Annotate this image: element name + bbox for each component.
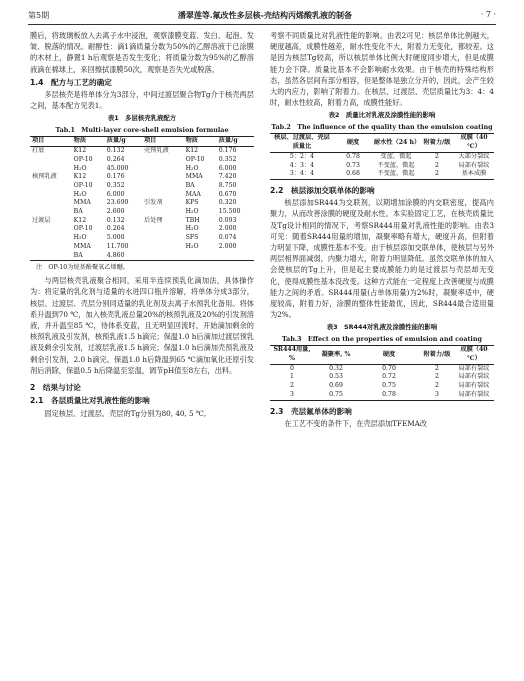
table-cell: 2 [435,161,439,169]
table-cell: 2 [435,373,439,381]
table-cell: MMA [73,242,91,250]
table-cell: 2 [435,152,439,160]
table-cell: 4：3：4 [289,161,315,169]
table1 [30,136,254,261]
table-cell: K12 [73,216,87,224]
table-row [270,382,494,391]
table-cell: 2.600 [106,208,125,216]
table-cell: 3 [290,390,294,398]
table-cell: 0.264 [106,225,125,233]
table-cell: 0.176 [218,147,237,155]
table-row [270,170,494,179]
table-cell: 0.264 [106,155,125,163]
paragraph: 考察不同质量比对乳液性能的影响。由表2可见：核层单体比例越大，硬度越高，成膜性越差，耐水性变化不大，附着力无变化，都较差。这是因为核层Tg较高，所以核层单体比例大时硬度同步增大，但是成膜能力会下降。质量比基本不会影响耐水效果。由于核壳的特殊结构形态，虽然各层间有部分相容，但是整体是独立分开的，因此，会产生较大的内应力，影响了附着力。在核层、过渡层、壳层质量比为3：4：4时，耐水性较高，附着力高，成膜性能好。 [270,31,494,108]
page-number: · 7 · [480,10,496,19]
table-cell: 局部有裂纹 [458,364,490,372]
table-cell: 局部有裂纹 [458,390,490,398]
table-row [30,252,254,261]
table2-body [270,152,494,179]
table-cell [142,243,184,252]
table-cell: 2.000 [218,225,237,233]
table-row [30,191,254,200]
table-cell: OP-10 [73,181,93,189]
table-cell: 0.32 [329,364,343,372]
table2-caption-cn: 表2 质量比对乳液及涂膜性能的影响 [328,111,436,120]
paragraph: 固定核层、过渡层、壳层的Tg分别为80, 40, 5 ℃, [44,408,207,418]
table-cell: 0 [290,364,294,372]
table-cell [142,225,184,234]
table3-caption-en: Tab.3 Effect on the properties of emulsion and coating [282,335,482,344]
table-cell: 0.72 [382,373,396,381]
table-cell: OP-10 [73,225,93,233]
table-cell [142,165,184,174]
table-row [30,225,254,234]
table-cell: MAA [185,190,201,198]
table-cell: 2.000 [218,242,237,250]
table-cell: 5.000 [106,234,125,242]
table-cell: 6.000 [218,164,237,172]
issue-number: 第5期 [28,11,50,20]
table-header: 成膜（40 ℃） [460,346,488,363]
table-cell: H₂O [73,234,87,242]
running-title: 潘翠莲等.氟改性多层核-壳结构丙烯酸乳液的制备 [177,10,352,20]
paragraph: 与两层核壳乳液聚合相同，采用半连续预乳化滴加法，具体操作为：将定量的乳化剂与适量的水进四口瓶并溶解，将单体分成3部分，核层、过渡层、壳层分别同适量的乳化剂及去离子水预乳化备用。将体系升温到70 ℃，加入核壳乳液总量20%的核预乳液及20%的引发剂溶液，并升温至85 ℃，待体系变蓝，且无明显回流时，开始滴加剩余的核预乳液及引发剂，核预乳液1.5 h滴完；保温1.0 h后滴加过渡层预乳液及剩余引发剂，过渡层乳液1.5 h滴完；保温1.0 h后滴加壳预乳液及剩余引发剂，2.0 h滴完。保温1.0 h后降温到65 ℃滴加氧化还原引发剂后消除，保温0.5 h后降温至室温，调节pH值至8左右，出料。 [30,276,254,375]
table1-body [30,147,254,261]
table-header: 项目 [143,137,157,145]
table-cell: OP-10 [185,155,205,163]
table-cell: SFS [185,234,199,242]
table-row [270,373,494,382]
paragraph: 多层核壳是将单体分为3部分，中间过渡层聚合物Tg介于核壳两层之间，基本配方见表1。 [30,90,254,111]
table-cell: 过渡层 [32,216,51,224]
table-cell: 局部有裂纹 [458,382,490,390]
table-cell [217,252,254,261]
table-cell: 局部有裂纹 [458,161,490,169]
table-cell [142,182,184,191]
table-cell [184,252,217,261]
table-cell: 5：2：4 [289,152,315,160]
table-cell: K12 [73,147,87,155]
table-cell: 15.500 [218,208,241,216]
table-cell: 3 [435,390,439,398]
table-row [30,234,254,243]
table-header: 核层、过渡层、壳层质量比 [274,134,330,151]
table-cell: KPS [185,199,199,207]
table-cell: 不变蓝，微起 [377,170,415,178]
table2 [270,133,494,180]
table-cell: 0.68 [346,170,360,178]
table-cell: 大部分裂纹 [458,152,490,160]
table-cell: 11.700 [106,242,129,250]
table-row [30,147,254,156]
table3-body [270,364,494,400]
table1-caption-cn: 表1 多层核壳乳液配方 [107,114,177,123]
table-cell: 后处理 [143,216,163,224]
table-cell: 2 [435,170,439,178]
table-cell [142,156,184,165]
table-row [30,199,254,208]
table-cell: 0.132 [106,216,125,224]
section-heading: 2 结果与讨论 [30,383,81,393]
table-row [30,243,254,252]
table-cell: 45.000 [106,164,129,172]
table-cell: BA [73,208,83,216]
table-cell: 0.78 [346,152,360,160]
table-cell: 打底 [32,147,45,155]
table-header: 质量/g [218,137,238,145]
table-header: 硬度 [382,350,396,358]
table-row [270,391,494,400]
table-cell [30,208,72,217]
table-cell: K12 [73,173,87,181]
table-cell: H₂O [185,164,199,172]
table-cell [30,191,72,200]
table-cell: 0.69 [329,382,343,390]
table-row [30,182,254,191]
table-cell [142,173,184,182]
table3-caption-cn: 表3 SR444对乳液及涂膜性能的影响 [326,323,438,332]
table-row [30,173,254,182]
table-cell: 6.000 [106,190,125,198]
table-cell: OP-10 [73,155,93,163]
table-cell [142,208,184,217]
table-row [30,156,254,165]
table-cell: 0.75 [382,382,396,390]
table-cell: 0.352 [218,155,237,163]
table-header: 物质 [73,137,87,145]
table-cell: MMA [73,199,91,207]
section-heading: 2.2 核层添加交联单体的影响 [270,185,375,195]
table-cell: 2 [435,382,439,390]
table-header: 附着力/级 [423,138,451,146]
table-cell: BA [73,251,83,259]
table-cell: 23.690 [106,199,129,207]
table-cell: H₂O [185,208,199,216]
table-cell: 0.093 [218,216,237,224]
table-row [30,208,254,217]
table-cell: 8.750 [218,181,237,189]
table-cell: 1 [290,373,294,381]
paragraph: 膜后，将玻璃板放入去离子水中浸泡，观察漆膜变蓝、发白、起泡、发皱、脱落的情况。耐醇性：滴1滴质量分数为50%的乙醇溶液于已涂膜的木材上，静置1 h后观察是否发生变化；将质量分数为95%的乙醇溶液滴在棉球上，来回擦拭漆膜50次，观察是否失光或脱落。 [30,31,254,74]
table-cell: 不变蓝，微起 [377,161,415,169]
table-cell: 0.320 [218,199,237,207]
table-note: 注 OP-10为烷基酚聚氧乙烯醚。 [36,264,130,272]
section-heading: 2.3 壳层氟单体的影响 [270,406,352,416]
right-column [270,30,494,429]
table-cell: 0.75 [329,390,343,398]
table-row [30,217,254,226]
table-header: 凝聚率, % [321,350,351,358]
table-cell: 0.132 [106,147,125,155]
paragraph: 核层添加SR444为交联剂，以期增加涂膜的内交联密度，提高内聚力，从而改善涂膜的硬度及耐水性。本实验固定工艺，在核壳质量比及Tg设计相同的情况下，考察SR444用量对乳液性能的影响。由表3可见：随着SR444用量的增加，凝聚率略有增大，硬度升高，但附着力明显下降，成膜性基本不变。由于核层添加交联单体，使核层与另外两层相界面减弱，内聚力增大，附着力明显降低。虽然交联单体的加入会使核层的Tg上升，但是起主要成膜能力的是过渡层与壳层却无变化，使得成膜性基本没改变。这种方式能在一定程度上改善硬度与成膜能力之间的矛盾。SR444用量(占单体用量)为2%时，凝聚率适中，硬度较高，附着力好，涂膜的整体性能最优，因此，SR444最合适用量为2%。 [270,198,494,320]
table-cell: 0.70 [382,364,396,372]
table-cell: 局部有裂纹 [458,373,490,381]
running-header [28,10,496,25]
section-heading: 2.1 各层质量比对乳液性能的影响 [30,396,150,406]
table-cell [30,225,72,234]
table2-caption-en: Tab.2 The influence of the quality than the emulsion coating [271,123,493,132]
table-header: 耐水性（24 h） [374,138,421,146]
table-cell: 2 [290,382,294,390]
table-cell: 基本成膜 [461,170,487,178]
table-cell: H₂O [73,164,87,172]
table-cell: 变蓝，微起 [380,152,412,160]
table-cell [30,156,72,165]
table-cell: H₂O [185,242,199,250]
table-cell: H₂O [73,190,87,198]
table-cell [30,252,72,261]
table-header: 成膜（40 ℃） [460,134,488,151]
table-cell: H₂O [185,225,199,233]
table-header: 物质 [185,137,198,145]
table-cell [30,199,72,208]
table-cell: 0.78 [382,390,396,398]
table-cell: 0.176 [106,173,125,181]
table-cell: 0.074 [218,234,237,242]
table3 [270,345,494,400]
table-cell: K12 [185,147,199,155]
table-cell: 3：4：4 [289,170,315,178]
table-cell: 0.670 [218,190,237,198]
table-cell: 0.73 [346,161,360,169]
table-header: 硬度 [346,138,360,146]
table-cell: 壳预乳液 [143,147,169,155]
table1-caption-en: Tab.1 Multi-layer core-shell emulsion formulae [55,126,229,135]
table-cell: TBH [185,216,200,224]
table-cell [142,252,184,261]
table-header: 项目 [32,137,45,145]
table-cell: BA [185,181,195,189]
table-cell: 7.420 [218,173,237,181]
table-cell: 2 [435,364,439,372]
table-cell: 0.352 [106,181,125,189]
table-cell: 引发剂 [143,199,163,207]
table-header: SR444用量, % [273,346,311,363]
table-cell [30,234,72,243]
table-cell: MMA [185,173,203,181]
table-row [270,152,494,161]
left-column [30,30,254,419]
table-cell [30,243,72,252]
table-cell: 0.53 [329,373,343,381]
table-row [30,165,254,174]
table-header: 附着力/级 [423,350,451,358]
paragraph: 在工艺不变的条件下，在壳层添加TFEMA改 [284,418,427,428]
table-cell [30,165,72,174]
table-cell: 4.860 [106,251,125,259]
table-cell [30,182,72,191]
table-row [270,162,494,171]
section-heading: 1.4 配方与工艺的确定 [30,77,112,87]
table-header: 质量/g [106,137,126,145]
table-cell: 核预乳液 [32,173,57,181]
table-cell [142,234,184,243]
